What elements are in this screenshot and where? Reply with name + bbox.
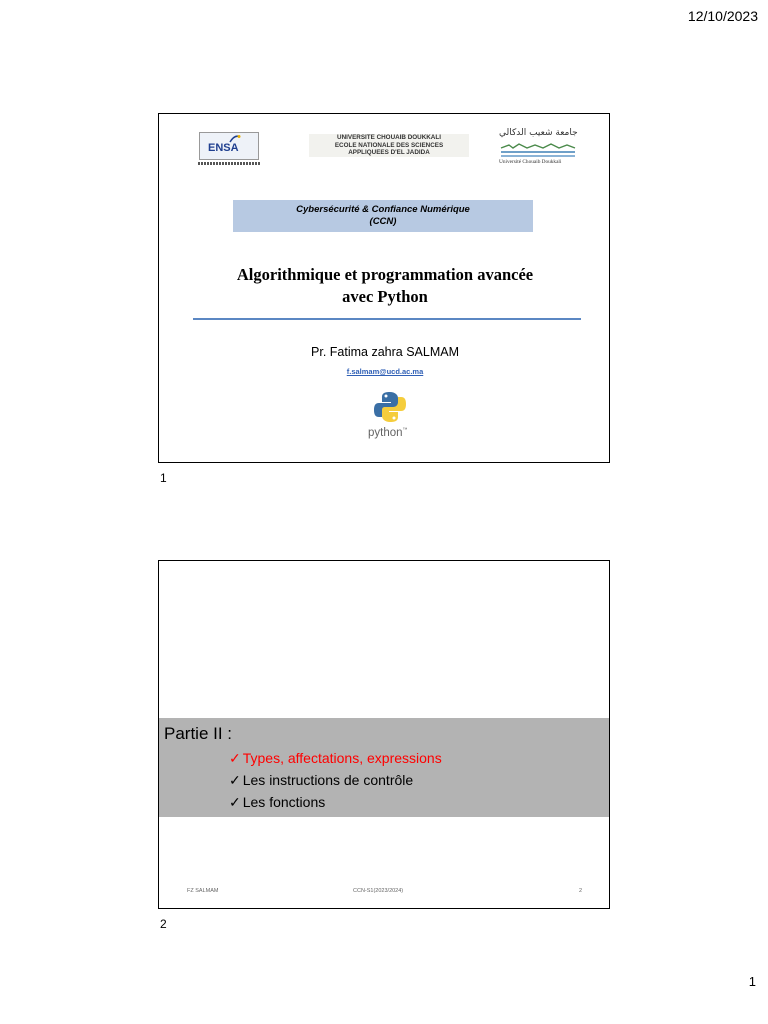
title-divider [193, 318, 581, 320]
list-item-label: Les fonctions [242, 794, 326, 810]
list-item [229, 772, 413, 789]
university-header-french [309, 134, 469, 157]
footer-course: CCN-S1(2023/2024) [353, 888, 404, 894]
slide-1 [158, 113, 610, 463]
course-title-line: Algorithmique et programmation avancée [236, 265, 534, 284]
python-wordmark [368, 427, 408, 439]
python-word: python [368, 427, 403, 439]
header-line: APPLIQUEES D'EL JADIDA [348, 149, 430, 156]
program-name: Cybersécurité & Confiance Numérique [296, 204, 470, 215]
slide-number: 1 [160, 471, 167, 485]
ensa-logo-text: ENSA [208, 142, 239, 154]
course-title [159, 264, 611, 308]
list-item-label: Les instructions de contrôle [242, 772, 414, 788]
footer-slide-number: 2 [579, 888, 583, 894]
course-title-line: avec Python [342, 287, 428, 306]
program-box [233, 200, 533, 232]
ensa-logo-caption [198, 162, 260, 165]
page-number: 1 [748, 974, 756, 989]
header-line: ECOLE NATIONALE DES SCIENCES [334, 141, 444, 149]
slide-number: 2 [160, 917, 167, 931]
checkmark-icon: ✓ [229, 772, 241, 788]
university-name-arabic: جامعة شعيب الدكالي [499, 128, 578, 138]
checkmark-icon: ✓ [229, 794, 241, 810]
program-acronym: (CCN) [369, 216, 397, 227]
list-item-label: Types, affectations, expressions [242, 750, 442, 766]
slide-2 [158, 560, 610, 909]
university-logo-icon [499, 142, 577, 160]
author-email-link[interactable]: f.salmam@ucd.ac.ma [346, 367, 424, 376]
python-logo-icon [373, 390, 407, 424]
checkmark-icon: ✓ [229, 750, 241, 766]
ensa-logo [199, 132, 259, 160]
header-line: UNIVERSITE CHOUAIB DOUKKALI [337, 134, 441, 141]
document-date: 12/10/2023 [687, 8, 758, 24]
python-trademark: ™ [402, 427, 408, 434]
list-item [229, 794, 325, 811]
university-name-latin: Université Chouaib Doukkali [499, 159, 562, 165]
author-name: Pr. Fatima zahra SALMAM [311, 345, 459, 359]
footer-author: FZ SALMAM [187, 888, 219, 894]
section-heading: Partie II : [164, 724, 233, 743]
list-item [229, 750, 442, 767]
